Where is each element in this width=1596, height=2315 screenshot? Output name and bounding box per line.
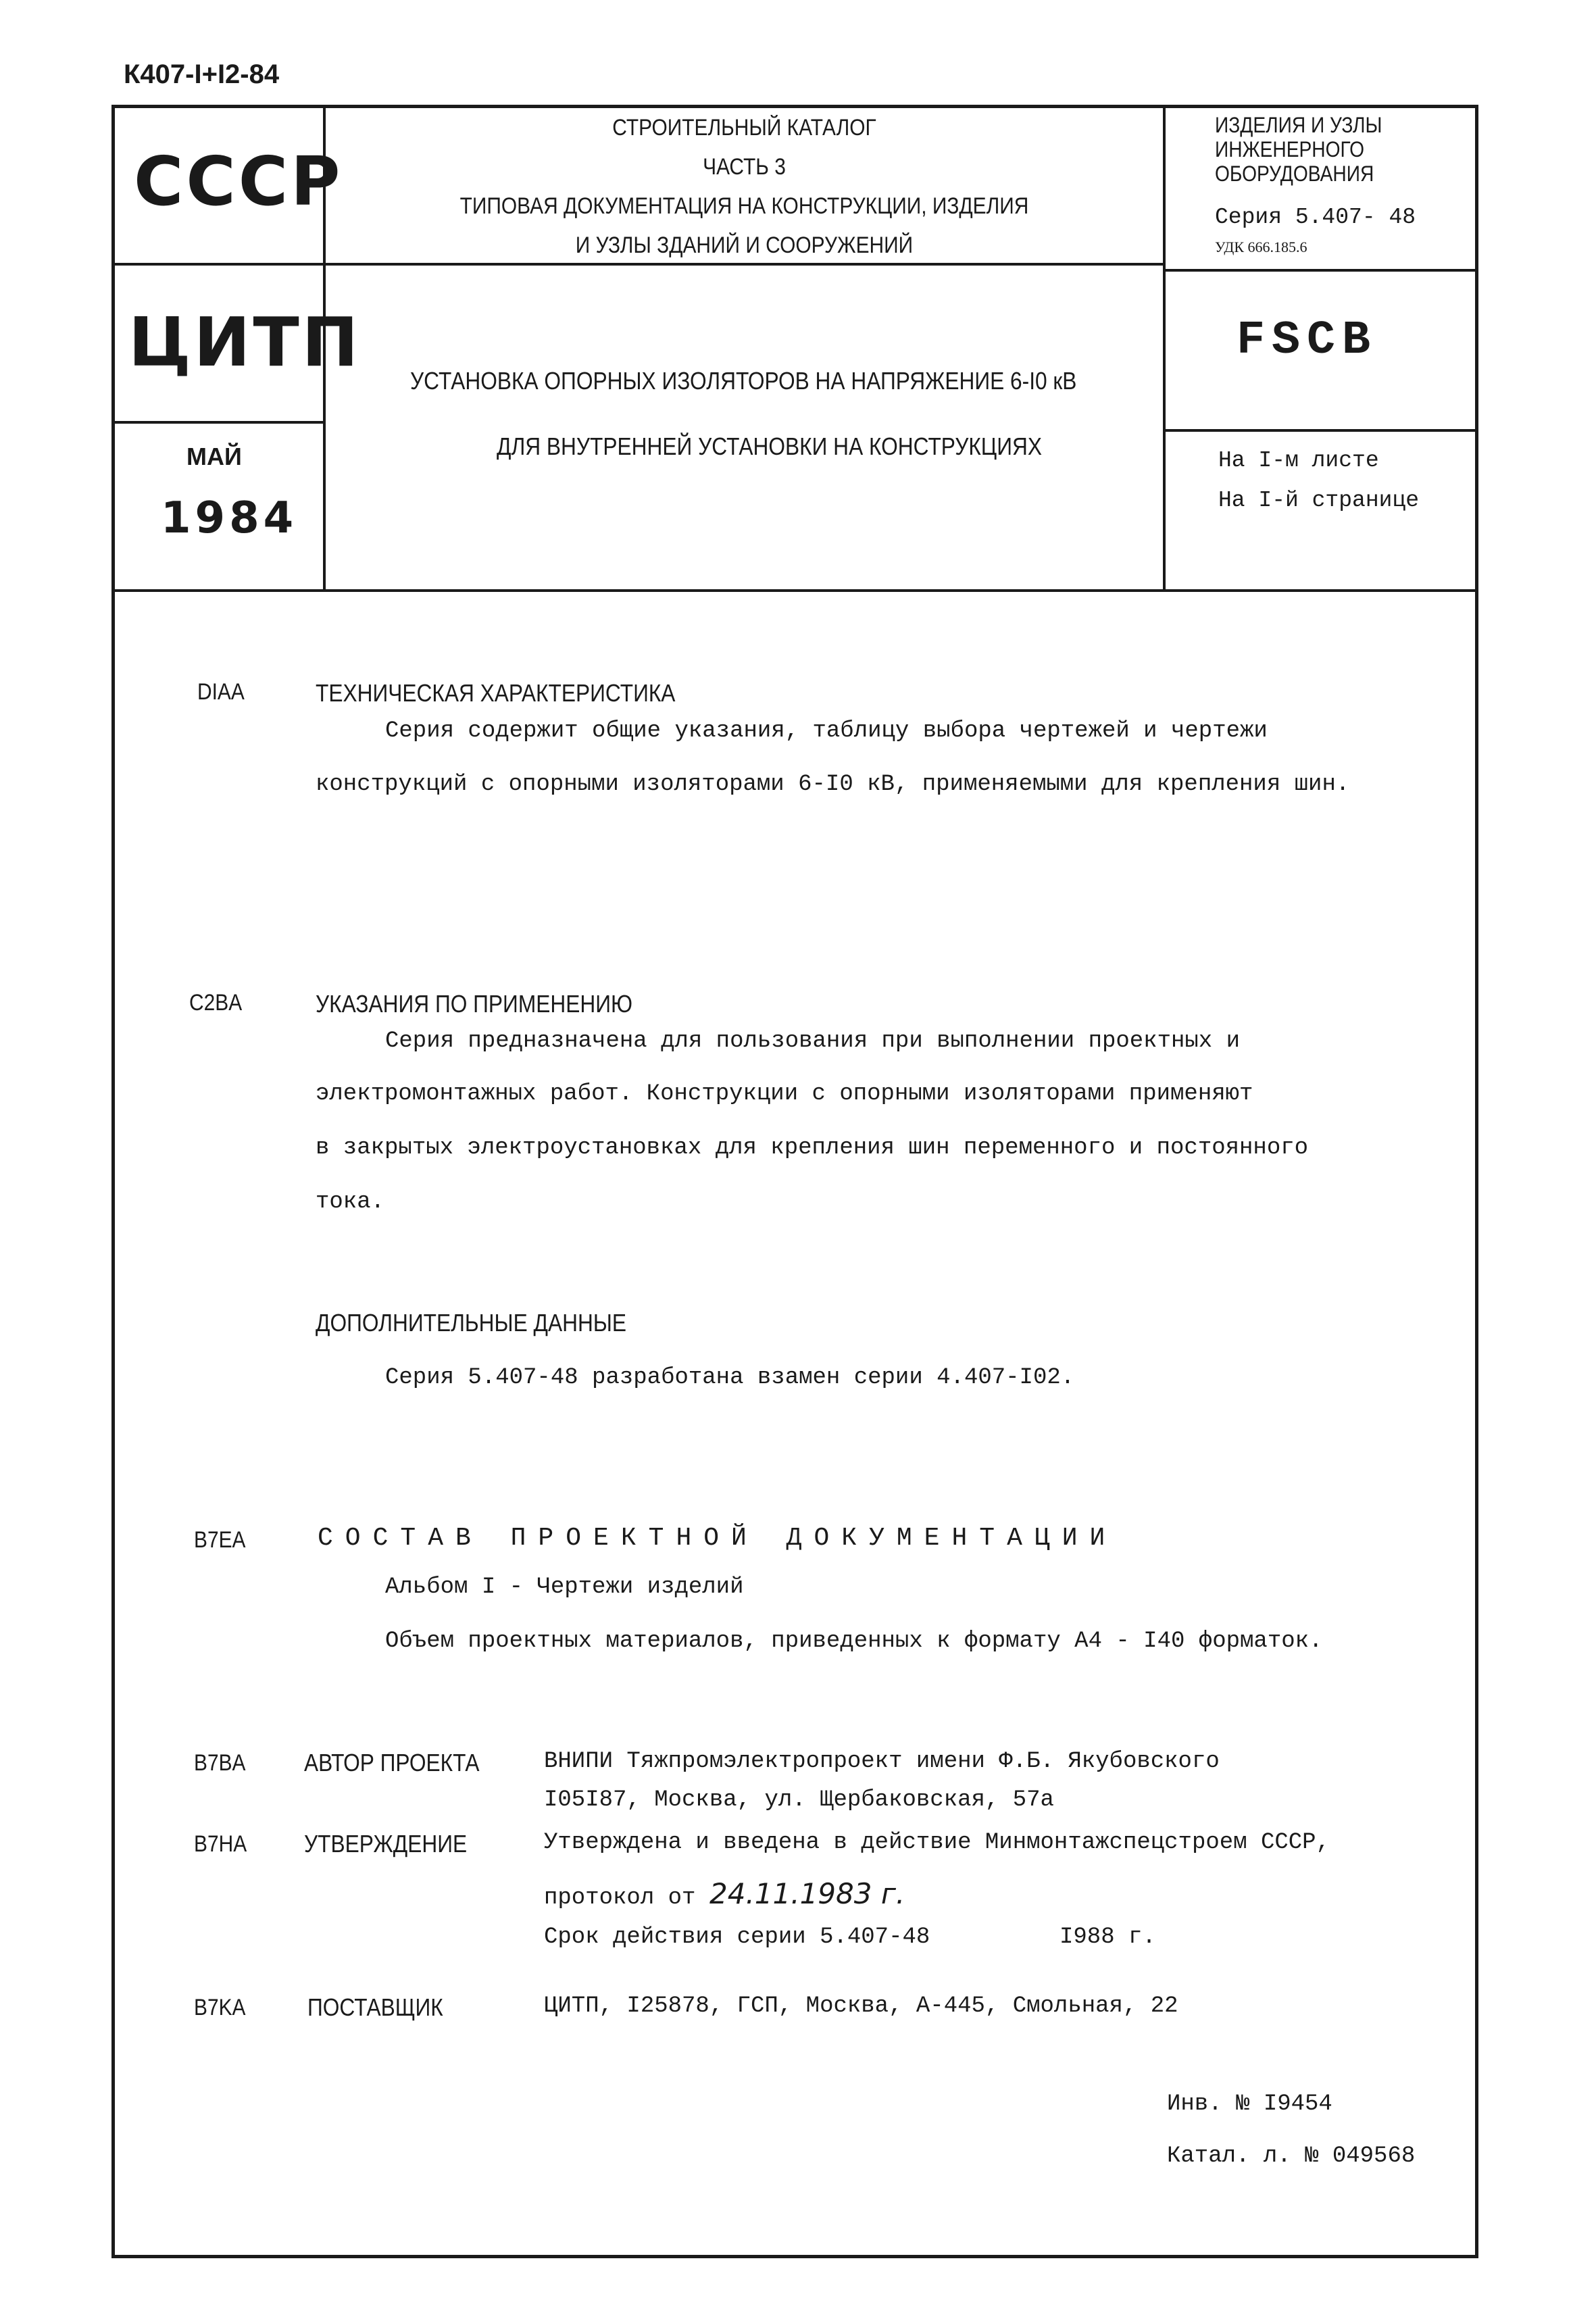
approval-term-year: I988 г. [1059, 1924, 1156, 1950]
section-title-tech: ТЕХНИЧЕСКАЯ ХАРАКТЕРИСТИКА [316, 679, 676, 707]
issue-month: МАЙ [186, 443, 242, 470]
supplier-line-1: ЦИТП, I25878, ГСП, Москва, А-445, Смольная, 22 [544, 1993, 1178, 2019]
document-code: К407-I+I2-84 [124, 59, 280, 89]
title-line-2: ДЛЯ ВНУТРЕННЕЙ УСТАНОВКИ НА КОНСТРУКЦИЯХ [497, 432, 1043, 460]
approval-term-label: Срок действия серии 5.407-48 [544, 1924, 930, 1950]
extra-data-text: Серия 5.407-48 разработана взамен серии 4.407-I02. [385, 1365, 1075, 1391]
header-divider-row1 [111, 263, 1163, 266]
docs-volume: Объем проектных материалов, приведенных к формату А4 - I40 форматок. [385, 1628, 1323, 1654]
section-code-docs: B7EA [194, 1527, 246, 1553]
catalog-line-3: ТИПОВАЯ ДОКУМЕНТАЦИЯ НА КОНСТРУКЦИИ, ИЗДЕЛИЯ [459, 193, 1029, 219]
docs-album: Альбом I - Чертежи изделий [385, 1574, 744, 1600]
section-title-usage: УКАЗАНИЯ ПО ПРИМЕНЕНИЮ [316, 990, 633, 1018]
header-divider-row2-left [111, 421, 323, 424]
header-divider-row2-right [1163, 429, 1478, 432]
catalog-sheet-number: Катал. л. № 049568 [1167, 2143, 1416, 2169]
classification-code: FSCB [1237, 314, 1378, 368]
header-bottom-line [111, 589, 1478, 592]
approval-protocol-date: 24.11.1983 г. [709, 1877, 905, 1910]
section-code-usage: C2BA [189, 990, 243, 1016]
usage-text-line-4: тока. [316, 1189, 385, 1215]
author-line-1: ВНИПИ Тяжпромэлектропроект имени Ф.Б. Якубовского [544, 1749, 1220, 1774]
author-label: АВТОР ПРОЕКТА [304, 1749, 480, 1776]
series-number: Серия 5.407- 48 [1215, 205, 1416, 230]
section-code-supplier: B7KA [194, 1995, 246, 2020]
catalog-line-4: И УЗЛЫ ЗДАНИЙ И СООРУЖЕНИЙ [575, 232, 914, 258]
approval-protocol-label: протокол от [544, 1885, 696, 1911]
org-country: СССР [134, 142, 343, 221]
usage-text-line-1: Серия предназначена для пользования при выполнении проектных и [385, 1028, 1241, 1054]
section-code-tech: DIAA [197, 679, 245, 705]
catalog-line-2: ЧАСТЬ 3 [703, 154, 786, 180]
approval-line-1: Утверждена и введена в действие Минмонтажспецстроем СССР, [544, 1830, 1330, 1856]
author-line-2: I05I87, Москва, ул. Щербаковская, 57а [544, 1787, 1054, 1813]
sheet-count: На I-м листе [1218, 448, 1379, 473]
title-line-1: УСТАНОВКА ОПОРНЫХ ИЗОЛЯТОРОВ НА НАПРЯЖЕНИЕ 6-I0 кВ [410, 367, 1077, 395]
inventory-number: Инв. № I9454 [1167, 2091, 1332, 2117]
section-title-docs: СОСТАВ ПРОЕКТНОЙ ДОКУМЕНТАЦИИ [318, 1524, 1118, 1553]
extra-data-title: ДОПОЛНИТЕЛЬНЫЕ ДАННЫЕ [316, 1309, 627, 1337]
section-code-approval: B7HA [194, 1831, 247, 1857]
catalog-block [326, 108, 1163, 263]
catalog-line-1: СТРОИТЕЛЬНЫЙ КАТАЛОГ [612, 115, 876, 141]
org-center: ЦИТП [128, 303, 361, 382]
tech-text-line-1: Серия содержит общие указания, таблицу выбора чертежей и чертежи [385, 718, 1268, 744]
header-divider-right [1163, 105, 1166, 591]
approval-label: УТВЕРЖДЕНИЕ [304, 1830, 468, 1858]
supplier-label: ПОСТАВЩИК [307, 1993, 443, 2021]
category-line-3: ОБОРУДОВАНИЯ [1215, 161, 1374, 186]
issue-year: 1984 [161, 493, 298, 543]
category-line-2: ИНЖЕНЕРНОГО [1215, 137, 1365, 161]
usage-text-line-2: электромонтажных работ. Конструкции с опорными изоляторами применяют [316, 1081, 1253, 1107]
usage-text-line-3: в закрытых электроустановках для крепления шин переменного и постоянного [316, 1135, 1309, 1161]
page-count: На I-й странице [1218, 488, 1420, 513]
tech-text-line-2: конструкций с опорными изоляторами 6-I0 кВ, применяемыми для крепления шин. [316, 772, 1350, 797]
udk-code: УДК 666.185.6 [1215, 239, 1307, 255]
section-code-author: B7BA [194, 1750, 246, 1776]
category-line-1: ИЗДЕЛИЯ И УЗЛЫ [1215, 113, 1382, 137]
header-divider-row1-right [1163, 269, 1478, 272]
